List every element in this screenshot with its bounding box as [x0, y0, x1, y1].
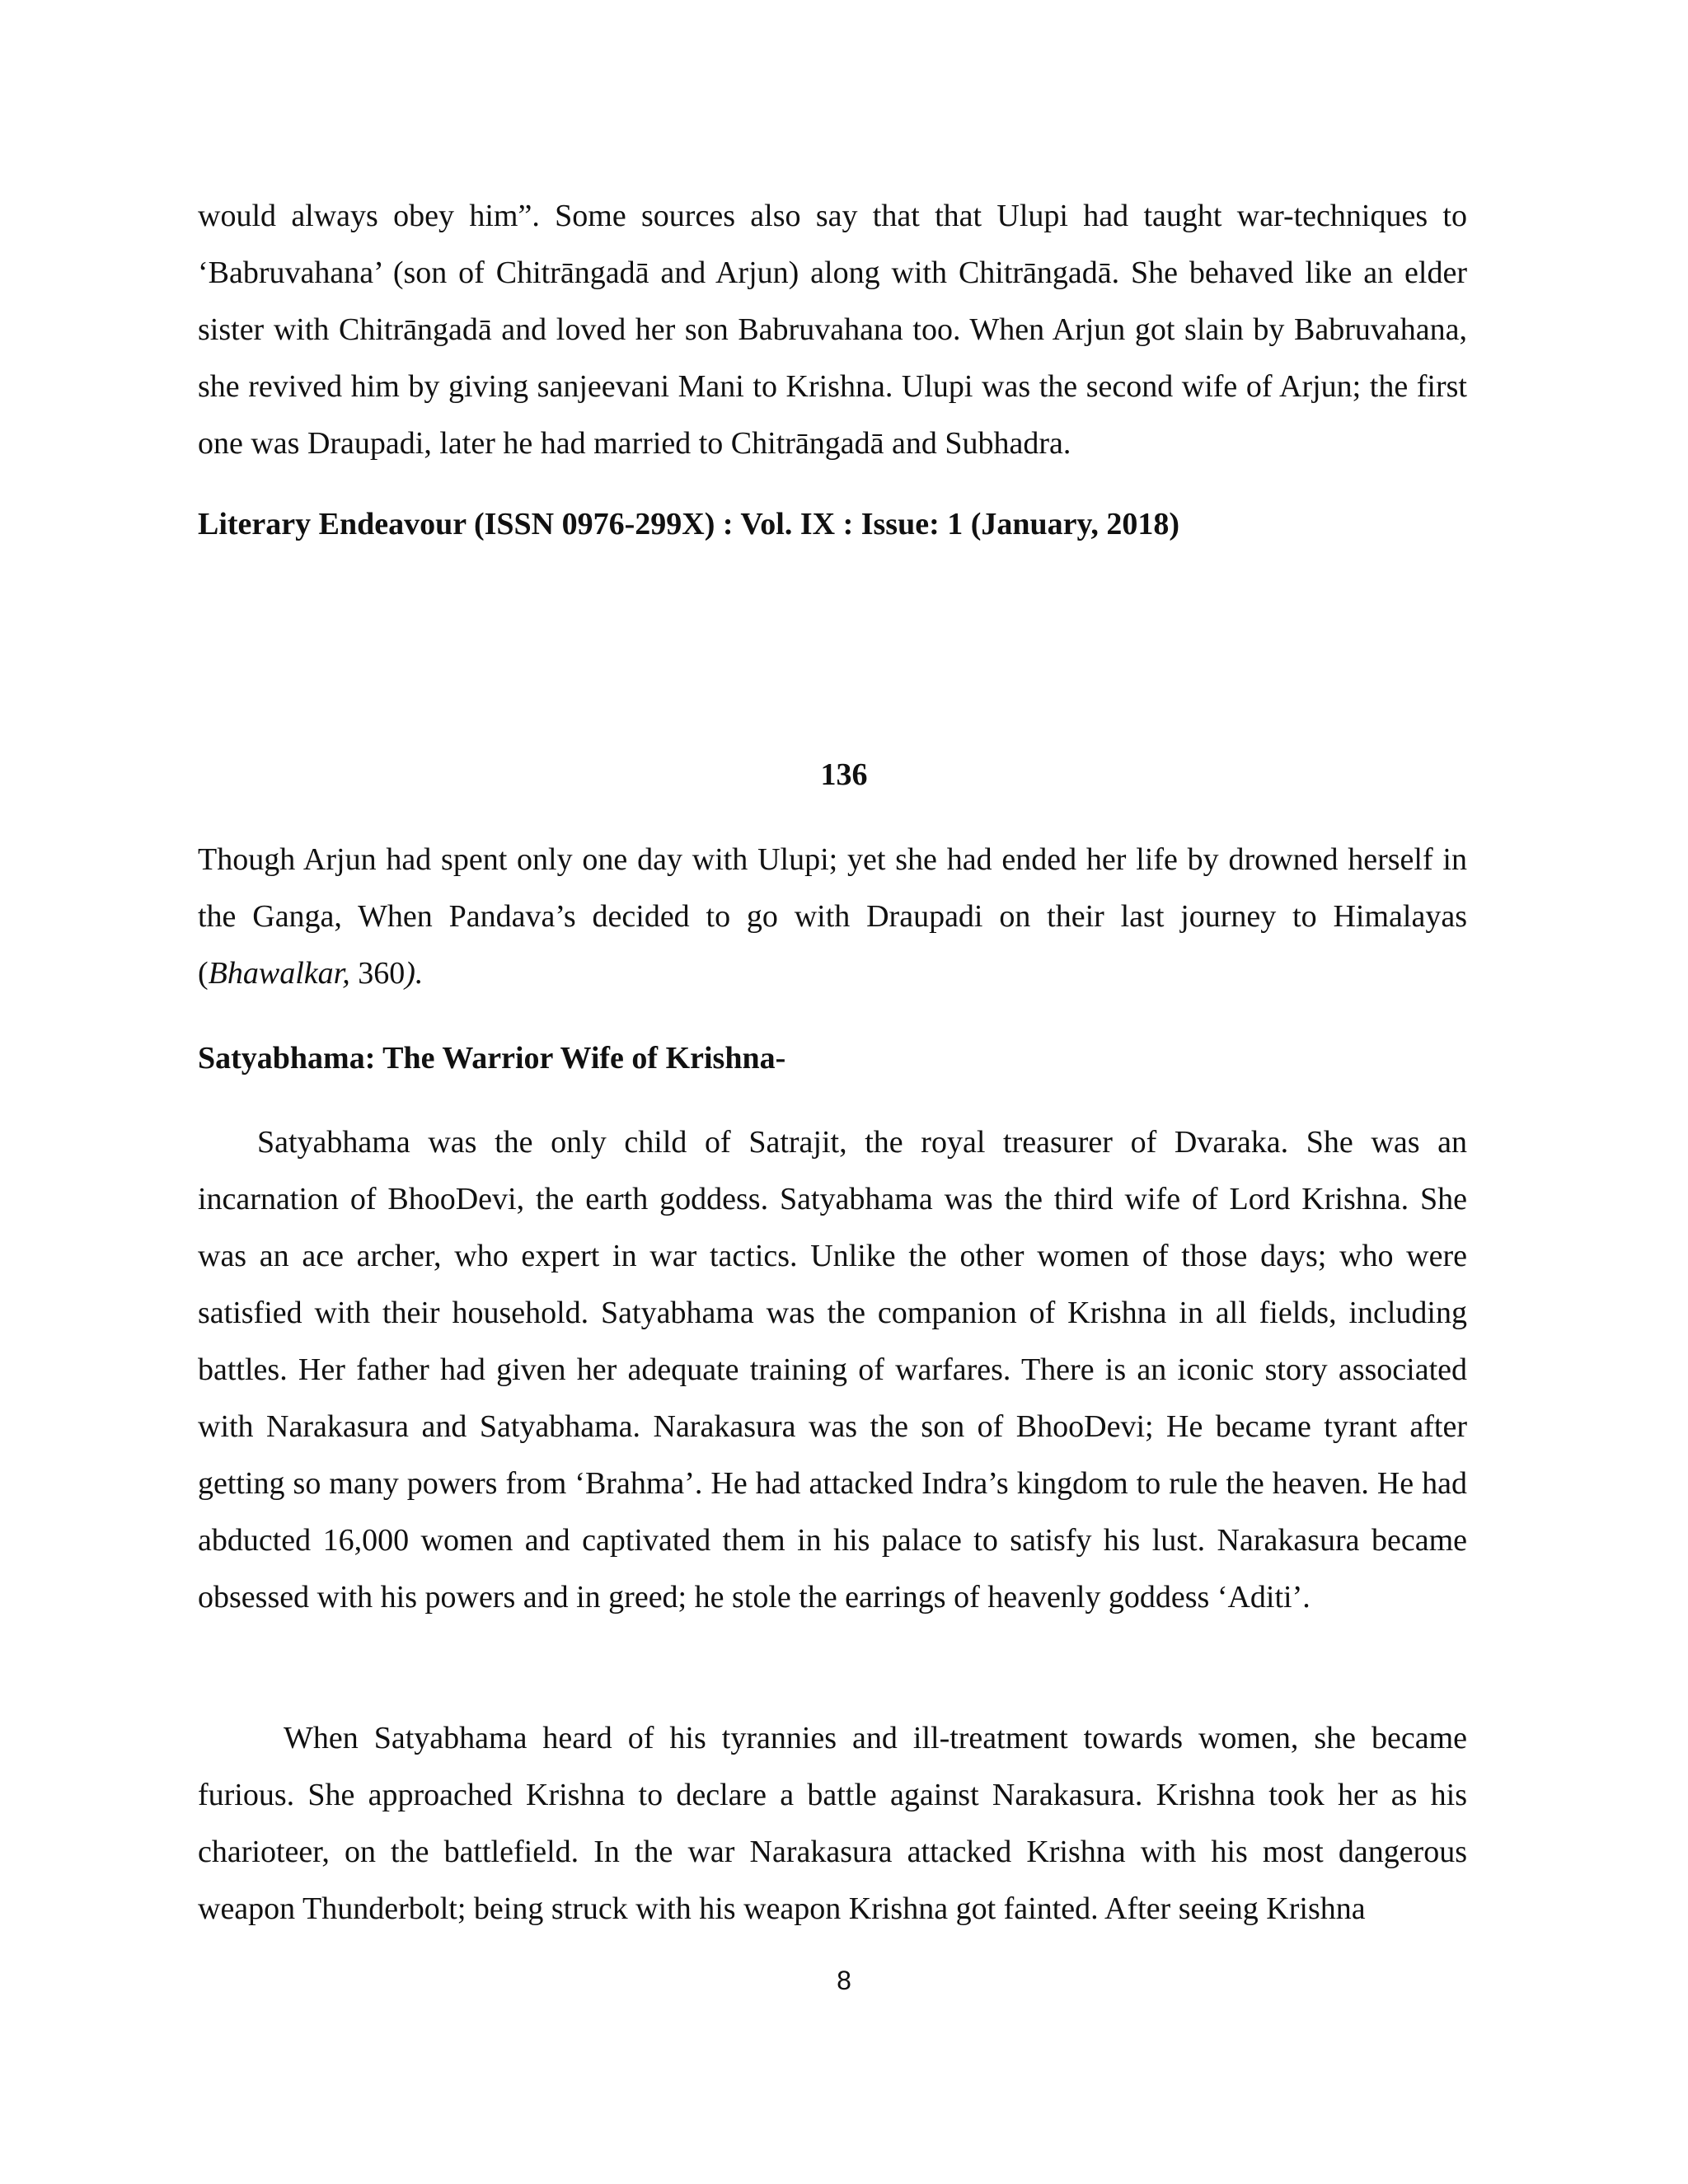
paragraph-ulupi-death — [198, 832, 1467, 1002]
citation-close: ). — [405, 956, 424, 991]
journal-header: Literary Endeavour (ISSN 0976-299X) : Vol. IX : Issue: 1 (January, 2018) — [198, 507, 1180, 541]
citation-page: 360 — [349, 956, 406, 991]
paragraph-satyabhama-battle: When Satyabhama heard of his tyrannies and ill-treatment towards women, she became furious. She approached Krishna to declare a battle against Narakasura. Krishna took her as his charioteer, on the battlefield. In the war Narakasura attacked Krishna with his most dangerous weapon Thunderbolt; being struck with his weapon Krishna got fainted. After seeing Krishna — [198, 1721, 1467, 1926]
footer-page-number: 8 — [837, 1966, 851, 1995]
paragraph-text: Though Arjun had spent only one day with Ulupi; yet she had ended her life by drowned herself in the Ganga, When Pandava’s decided to go with Draupadi on their last journey to Himalayas ( — [198, 842, 1467, 991]
paragraph-satyabhama-intro: Satyabhama was the only child of Satrajit, the royal treasurer of Dvaraka. She was an incarnation of BhooDevi, the earth goddess. Satyabhama was the third wife of Lord Krishna. She was an ace archer, who expert in war tactics. Unlike the other women of those days; who were satisfied with their household. Satyabhama was the companion of Krishna in all fields, including battles. Her father had given her adequate training of warfares. There is an iconic story associated with Narakasura and Satyabhama. Narakasura was the son of BhooDevi; He became tyrant after getting so many powers from ‘Brahma’. He had attacked Indra’s kingdom to rule the heaven. He had abducted 16,000 women and captivated them in his palace to satisfy his lust. Narakasura became obsessed with his powers and in greed; he stole the earrings of heavenly goddess ‘Aditi’. — [198, 1125, 1467, 1615]
citation-author: Bhawalkar, — [208, 956, 350, 991]
journal-page-number: 136 — [820, 757, 868, 792]
paragraph-ulupi-continued: would always obey him”. Some sources also say that that Ulupi had taught war-techniques to ‘Babruvahana’ (son of Chitrāngadā and Arjun) along with Chitrāngadā. She behaved like an elder sister with Chitrāngadā and loved her son Babruvahana too. When Arjun got slain by Babruvahana, she revived him by giving sanjeevani Mani to Krishna. Ulupi was the second wife of Arjun; the first one was Draupadi, later he had married to Chitrāngadā and Subhadra. — [198, 199, 1467, 461]
section-heading: Satyabhama: The Warrior Wife of Krishna- — [198, 1041, 786, 1076]
